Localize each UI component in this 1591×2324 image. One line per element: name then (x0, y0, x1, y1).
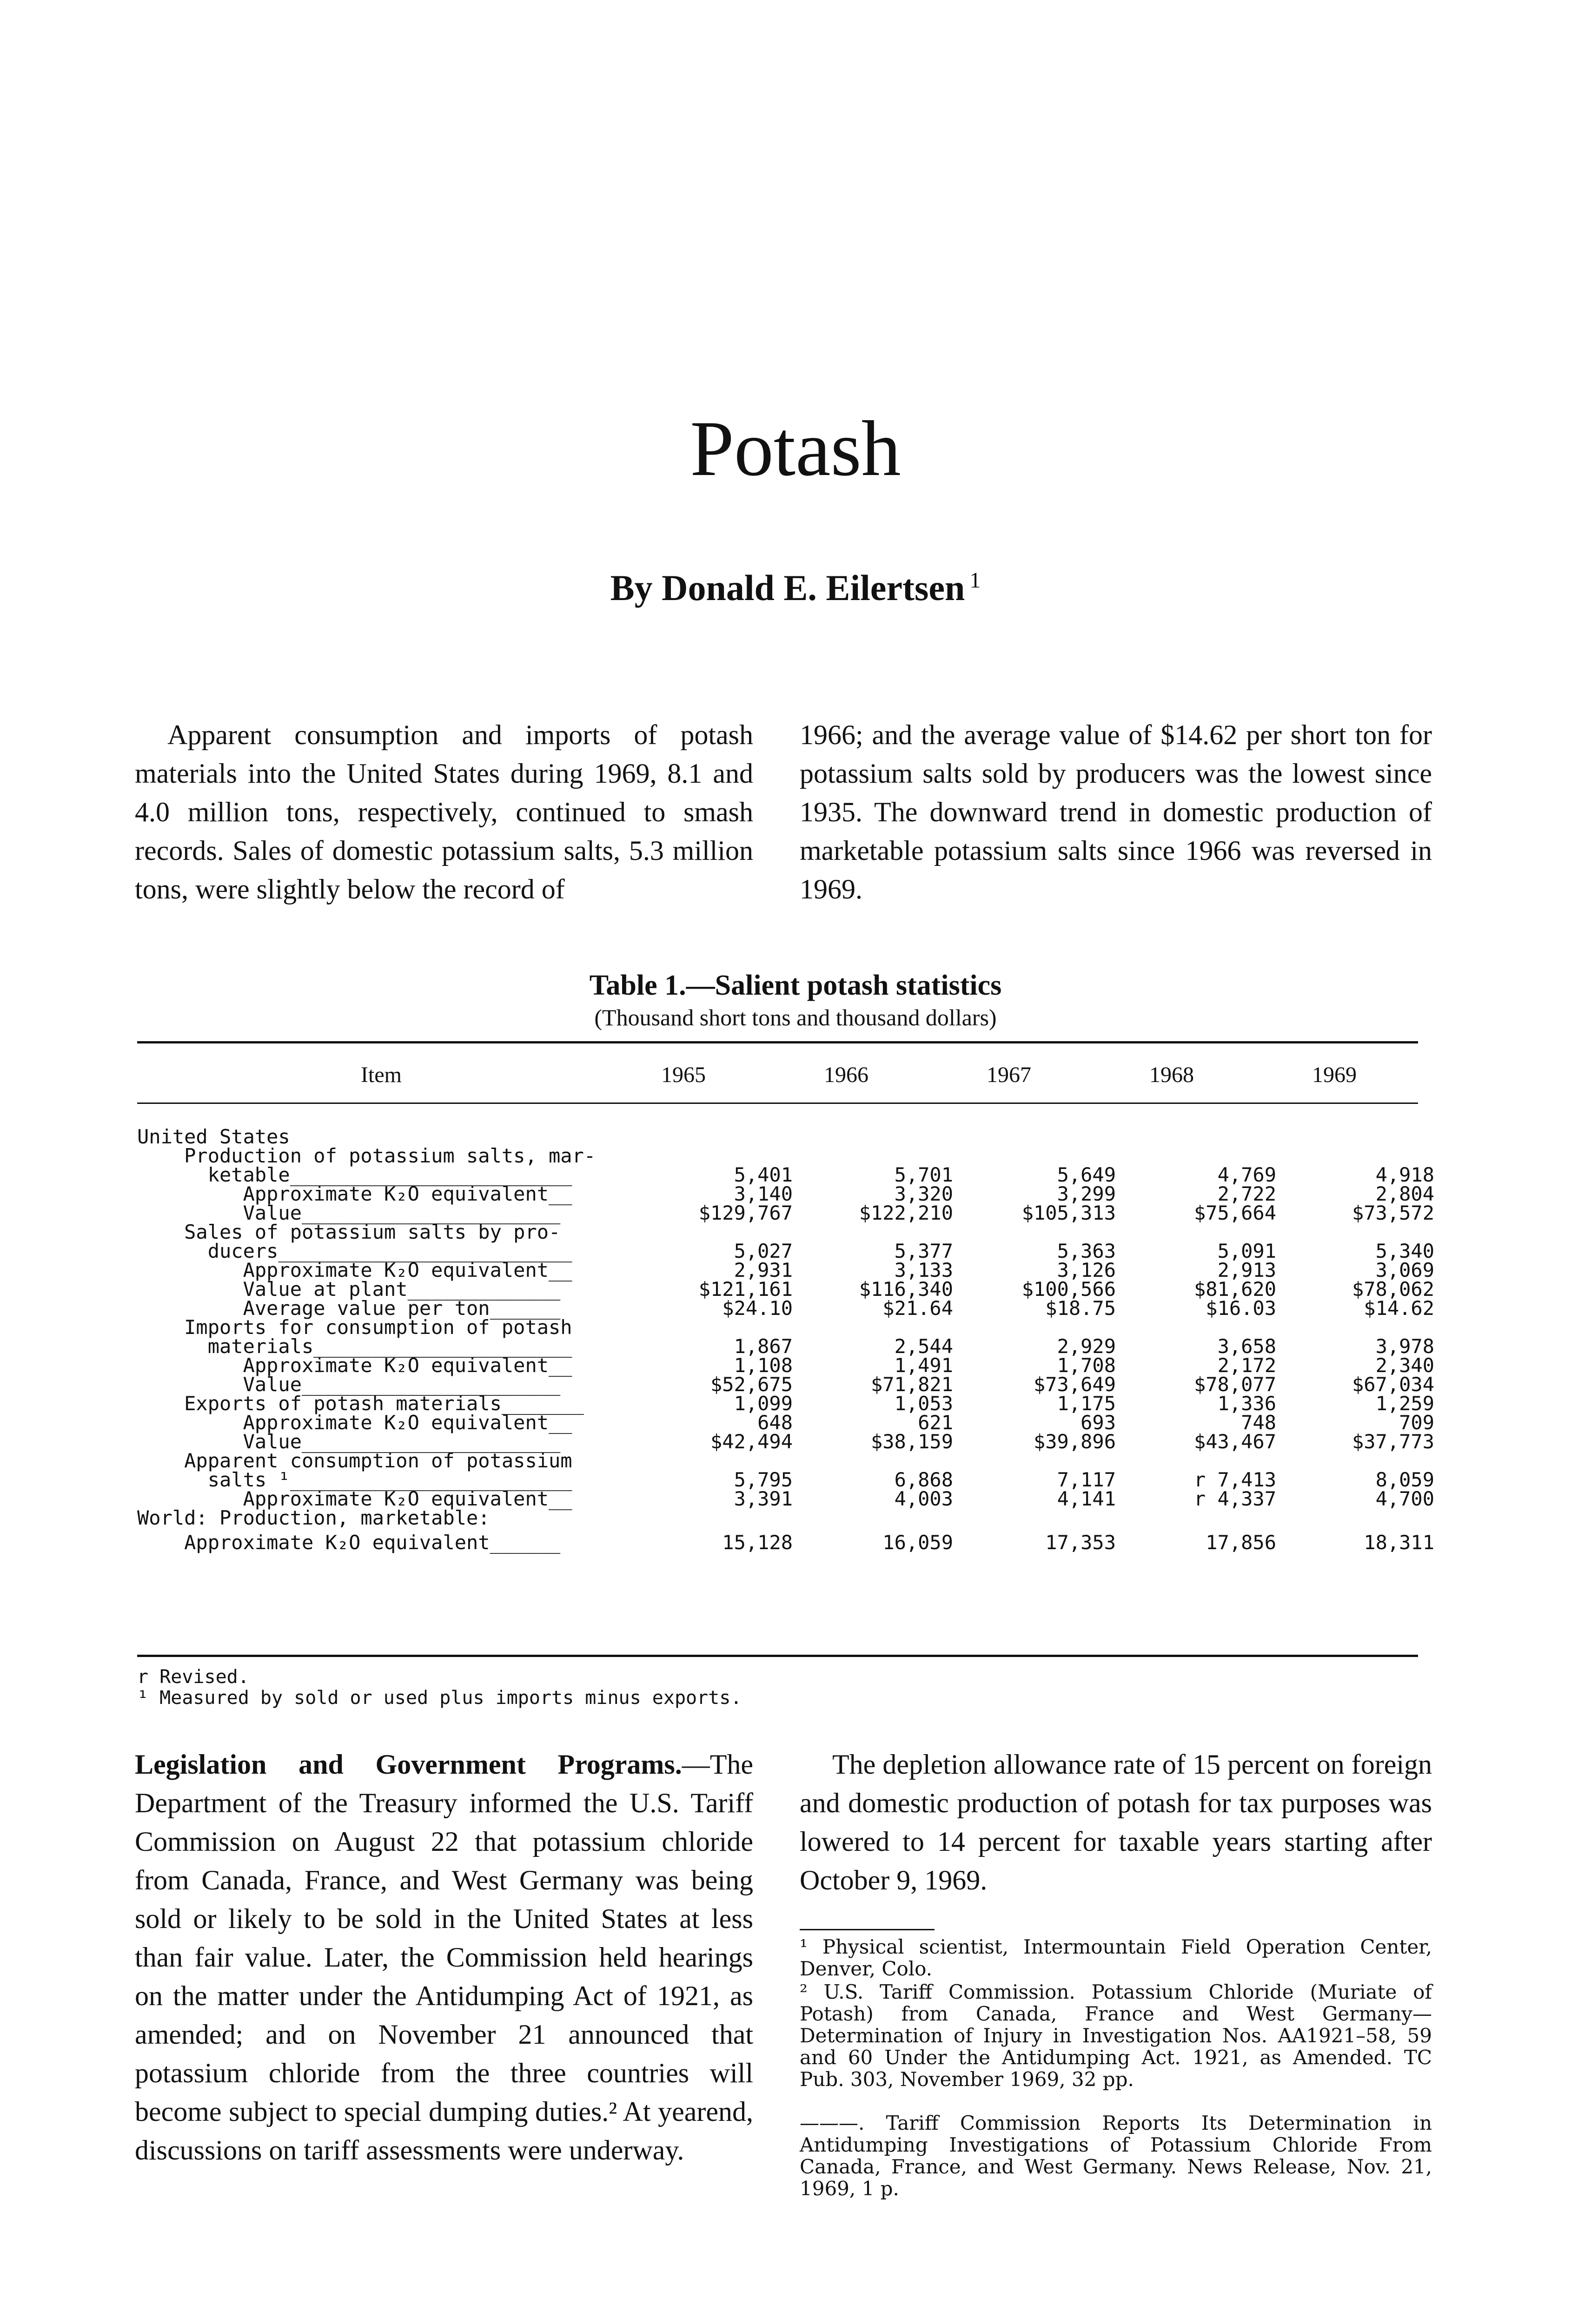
table-cell-1966: 3,320 (894, 1182, 953, 1205)
table-cell-1968: $81,620 (1193, 1278, 1276, 1301)
table-row-label: Apparent consumption of potassium (137, 1449, 572, 1472)
table-row (137, 1487, 1434, 1510)
table-cell-1965: 3,391 (734, 1487, 793, 1510)
table-cell-1967: $105,313 (1021, 1202, 1116, 1224)
table-header-item: Item (361, 1063, 402, 1087)
table-row (137, 1335, 1434, 1358)
table-row-label: Approximate K₂O equivalent______ (137, 1531, 561, 1554)
table-row (137, 1259, 1434, 1281)
table-row (137, 1182, 1434, 1205)
table-footnote-revised: r Revised. (137, 1666, 249, 1688)
table-row-label: Production of potassium salts, mar- (137, 1144, 596, 1167)
table-cell-1967: 4,141 (1057, 1487, 1116, 1510)
table-row-label: Value______________________ (137, 1202, 561, 1224)
table-cell-1965: 5,027 (734, 1240, 793, 1262)
table-cell-1967: 3,299 (1057, 1182, 1116, 1205)
table-cell-1966: 4,003 (894, 1487, 953, 1510)
table-cell-1968: 4,769 (1217, 1163, 1276, 1186)
intro-paragraph-right (800, 716, 1432, 909)
table-cell-1969: 2,804 (1375, 1182, 1434, 1205)
table-cell-1966: $122,210 (859, 1202, 953, 1224)
statistics-table-body (137, 1125, 1434, 1554)
table-cell-1968: 2,172 (1217, 1354, 1276, 1377)
table-cell-1965: 1,867 (734, 1335, 793, 1358)
table-row-label: Exports of potash materials_______ (137, 1392, 584, 1415)
table-cell-1968: 1,336 (1217, 1392, 1276, 1415)
depletion-text: The depletion allowance rate of 15 percent on foreign and domestic production of potash for tax purposes was lowered to 14 percent for taxable years starting after October 9, 1969. (800, 1749, 1432, 1895)
table-cell-1965: 648 (757, 1411, 793, 1434)
author-byline (0, 567, 1591, 609)
table-row-label: United States (137, 1125, 290, 1148)
table-row-label: Imports for consumption of potash (137, 1316, 572, 1339)
table-cell-1965: 1,108 (734, 1354, 793, 1377)
table-cell-1966: 621 (918, 1411, 953, 1434)
table-row (137, 1163, 1434, 1186)
table-cell-1967: $100,566 (1021, 1278, 1116, 1301)
table-row (137, 1318, 1418, 1337)
table-row-label: Approximate K₂O equivalent__ (137, 1487, 572, 1510)
table-cell-1965: 2,931 (734, 1259, 793, 1281)
table-row-label: materials______________________ (137, 1335, 572, 1358)
table-cell-1965: 5,795 (734, 1468, 793, 1491)
table-header-1966: 1966 (824, 1063, 868, 1087)
table-cell-1969: 3,978 (1375, 1335, 1434, 1358)
table-row (137, 1531, 1434, 1554)
table-cell-1968: 2,913 (1217, 1259, 1276, 1281)
table-cell-1967: 2,929 (1057, 1335, 1116, 1358)
table-cell-1969: 4,700 (1375, 1487, 1434, 1510)
table-cell-1969: 18,311 (1364, 1531, 1434, 1554)
table-cell-1968: 5,091 (1217, 1240, 1276, 1262)
table-cell-1969: 1,259 (1375, 1392, 1434, 1415)
table-cell-1968: r 4,337 (1193, 1487, 1276, 1510)
table-cell-1966: $38,159 (870, 1430, 953, 1453)
table-row (137, 1222, 1418, 1241)
table-row (137, 1392, 1434, 1415)
table-title: Table 1.—Salient potash statistics (589, 970, 1002, 1001)
table-subtitle: (Thousand short tons and thousand dollars) (594, 1004, 997, 1030)
table-cell-1969: 709 (1399, 1411, 1434, 1434)
table-row-label: Approximate K₂O equivalent__ (137, 1411, 572, 1434)
table-row (137, 1202, 1434, 1224)
table-cell-1967: $18.75 (1045, 1297, 1116, 1320)
table-cell-1968: $16.03 (1206, 1297, 1276, 1320)
page-title: Potash (690, 405, 901, 492)
table-cell-1966: 3,133 (894, 1259, 953, 1281)
table-cell-1966: 2,544 (894, 1335, 953, 1358)
legislation-heading: Legislation and Government Programs. (135, 1749, 682, 1780)
table-cell-1966: 16,059 (882, 1531, 953, 1554)
table-cell-1969: 5,340 (1375, 1240, 1434, 1262)
table-cell-1968: $75,664 (1193, 1202, 1276, 1224)
table-cell-1969: 2,340 (1375, 1354, 1434, 1377)
table-cell-1965: 5,401 (734, 1163, 793, 1186)
table-cell-1967: 3,126 (1057, 1259, 1116, 1281)
table-cell-1967: 5,649 (1057, 1163, 1116, 1186)
table-row-label: Approximate K₂O equivalent__ (137, 1182, 572, 1205)
table-cell-1965: $121,161 (698, 1278, 793, 1301)
table-cell-1966: 1,053 (894, 1392, 953, 1415)
table-row (137, 1411, 1434, 1434)
table-row-label: salts ¹________________________ (137, 1468, 572, 1491)
table-cell-1969: $67,034 (1352, 1373, 1434, 1396)
footnote-1: ¹ Physical scientist, Intermountain Field Operation Center, Denver, Colo. (800, 1935, 1432, 1980)
table-cell-1967: 693 (1081, 1411, 1116, 1434)
table-cell-1968: 748 (1241, 1411, 1276, 1434)
table-cell-1968: 3,658 (1217, 1335, 1276, 1358)
table-row (137, 1508, 1418, 1527)
table-cell-1967: 7,117 (1057, 1468, 1116, 1491)
table-row-label: Sales of potassium salts by pro- (137, 1221, 561, 1243)
table-row-label: ducers_________________________ (137, 1240, 572, 1262)
intro-text-left: Apparent consumption and imports of potash materials into the United States during 1969, 8.1 and 4.0 million tons, respectively, continued to smash records. Sales of domestic potassium salts, 5.3 million tons, were slightly below the record of (135, 720, 753, 905)
table-cell-1969: $14.62 (1364, 1297, 1434, 1320)
table-row-label: Approximate K₂O equivalent__ (137, 1259, 572, 1281)
table-top-rule (137, 1041, 1418, 1043)
table-cell-1966: $71,821 (870, 1373, 953, 1396)
table-bottom-rule (137, 1655, 1418, 1657)
table-cell-1968: $78,077 (1193, 1373, 1276, 1396)
footnote-3: ———. Tariff Commission Reports Its Determination in Antidumping Investigations of Potassium Chloride From Canada, France, and West Germany. News Release, Nov. 21, 1969, 1 p. (800, 2112, 1432, 2200)
table-cell-1967: $73,649 (1033, 1373, 1116, 1396)
legislation-section (135, 1745, 753, 2170)
table-cell-1966: 5,377 (894, 1240, 953, 1262)
table-row (137, 1278, 1434, 1301)
table-row (137, 1468, 1434, 1491)
table-row-label: Value______________________ (137, 1373, 561, 1396)
table-row-label: World: Production, marketable: (137, 1506, 490, 1529)
table-cell-1966: 1,491 (894, 1354, 953, 1377)
table-cell-1965: $52,675 (710, 1373, 793, 1396)
table-header-rule (137, 1103, 1418, 1104)
table-cell-1969: 3,069 (1375, 1259, 1434, 1281)
table-cell-1969: $78,062 (1352, 1278, 1434, 1301)
table-row (137, 1297, 1434, 1320)
table-cell-1969: $37,773 (1352, 1430, 1434, 1453)
table-cell-1966: 6,868 (894, 1468, 953, 1491)
table-cell-1966: $21.64 (882, 1297, 953, 1320)
table-header-1969: 1969 (1312, 1063, 1357, 1087)
table-row-label: ketable________________________ (137, 1163, 572, 1186)
table-cell-1968: 17,856 (1206, 1531, 1276, 1554)
table-cell-1969: $73,572 (1352, 1202, 1434, 1224)
table-row-label: Value at plant_____________ (137, 1278, 561, 1301)
table-row (137, 1146, 1418, 1165)
table-footnote-measured: ¹ Measured by sold or used plus imports minus exports. (137, 1687, 742, 1709)
footnote-rule (800, 1929, 935, 1930)
table-row-label: Average value per ton______ (137, 1297, 561, 1320)
table-cell-1968: r 7,413 (1193, 1468, 1276, 1491)
table-row (137, 1240, 1434, 1262)
table-cell-1966: 5,701 (894, 1163, 953, 1186)
table-cell-1965: 1,099 (734, 1392, 793, 1415)
table-cell-1965: 15,128 (722, 1531, 793, 1554)
table-header-1965: 1965 (661, 1063, 706, 1087)
table-row (137, 1354, 1434, 1377)
table-row-label: Approximate K₂O equivalent__ (137, 1354, 572, 1377)
table-cell-1967: 1,175 (1057, 1392, 1116, 1415)
table-cell-1969: 4,918 (1375, 1163, 1434, 1186)
depletion-paragraph (800, 1745, 1432, 1900)
table-cell-1968: 2,722 (1217, 1182, 1276, 1205)
intro-paragraph-left (135, 716, 753, 909)
table-row (137, 1430, 1434, 1453)
author-name: By Donald E. Eilertsen (610, 568, 965, 608)
table-row (137, 1373, 1434, 1396)
table-cell-1965: $129,767 (698, 1202, 793, 1224)
table-row (137, 1127, 1418, 1146)
footnote-2: ² U.S. Tariff Commission. Potassium Chloride (Muriate of Potash) from Canada, France and West Germany—Determination of Injury in Investigation Nos. AA1921–58, 59 and 60 Under the Antidumping Act. 1921, as Amended. TC Pub. 303, November 1969, 32 pp. (800, 1981, 1432, 2091)
table-cell-1967: 17,353 (1045, 1531, 1116, 1554)
table-cell-1968: $43,467 (1193, 1430, 1276, 1453)
table-cell-1965: $42,494 (710, 1430, 793, 1453)
table-header-1968: 1968 (1149, 1063, 1194, 1087)
table-cell-1965: 3,140 (734, 1182, 793, 1205)
table-cell-1966: $116,340 (859, 1278, 953, 1301)
table-header-1967: 1967 (987, 1063, 1031, 1087)
table-cell-1967: $39,896 (1033, 1430, 1116, 1453)
table-cell-1967: 1,708 (1057, 1354, 1116, 1377)
legislation-text: —The Department of the Treasury informed the U.S. Tariff Commission on August 22 that potassium chloride from Canada, France, and West Germany was being sold or likely to be sold in the United States at less than fair value. Later, the Commission held hearings on the matter under the Antidumping Act of 1921, as amended; and on November 21 announced that potassium chloride from the three countries will become subject to special dumping duties.² At yearend, discussions on tariff assessments were underway. (135, 1749, 753, 2166)
table-cell-1965: $24.10 (722, 1297, 793, 1320)
author-footnote-ref: 1 (969, 568, 981, 593)
table-row-label: Value______________________ (137, 1430, 561, 1453)
intro-text-right: 1966; and the average value of $14.62 per short ton for potassium salts sold by producers was the lowest since 1935. The downward trend in domestic production of marketable potassium salts since 1966 was reversed in 1969. (800, 720, 1432, 905)
table-cell-1969: 8,059 (1375, 1468, 1434, 1491)
table-cell-1967: 5,363 (1057, 1240, 1116, 1262)
table-row (137, 1451, 1418, 1470)
